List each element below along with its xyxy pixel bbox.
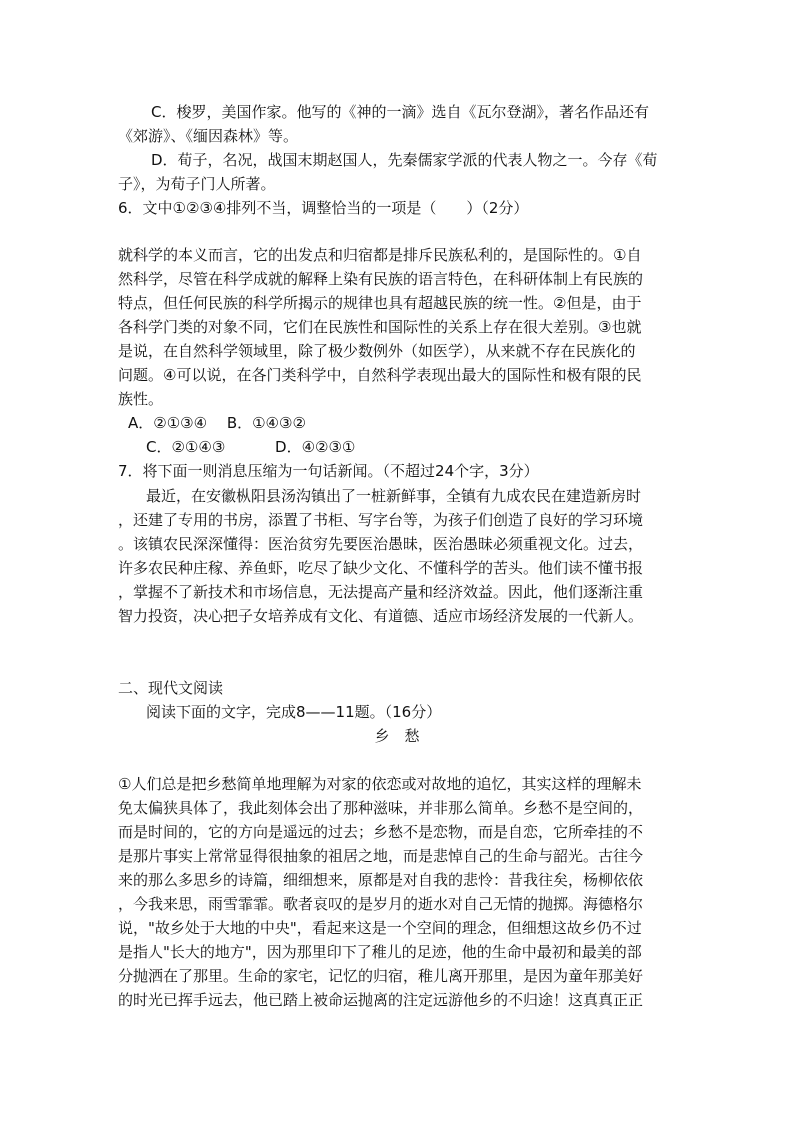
- option-d-line-1: D．荀子，名况，战国末期赵国人，先秦儒家学派的代表人物之一。今存《荀: [136, 151, 658, 169]
- article-line: 而是时间的，它的方向是遥远的过去；乡愁不是恋物，而是自恋，它所牵挂的不: [118, 823, 644, 841]
- option-d-line-2: 子》，为荀子门人所著。: [118, 175, 276, 193]
- article-line: 的时光已挥手远去，他已踏上被命运抛离的注定远游他乡的不归途！这真真正正: [118, 991, 644, 1009]
- q6-passage-line: 是说，在自然科学领域里，除了极少数例外（如医学），从来就不存在民族化的: [118, 342, 636, 360]
- q6-passage-line: 问题。④可以说，在各门类科学中，自然科学表现出最大的国际性和极有限的民: [118, 366, 642, 384]
- question-7: 7．将下面一则消息压缩为一句话新闻。（不超过24个字，3分）: [118, 462, 539, 480]
- q6-passage-line: 然科学，尽管在科学成就的解释上染有民族的语言特色，在科研体制上有民族的: [118, 270, 644, 288]
- option-c-line-1: C．梭罗，美国作家。他写的《神的一滴》选自《瓦尔登湖》，著名作品还有: [136, 103, 649, 121]
- q6-passage-line: 族性。: [118, 390, 164, 408]
- q7-text-line: 最近，在安徽枞阳县汤沟镇出了一桩新鲜事，全镇有九成农民在建造新房时: [146, 487, 642, 505]
- q7-text-line: 。该镇农民深深懂得：医治贫穷先要医治愚昧，医治愚昧必须重视文化。过去，: [118, 535, 644, 553]
- article-line: 是指人"长大的地方"，因为那里印下了稚儿的足迹，他的生命中最初和最美的部: [118, 943, 642, 961]
- article-line: 免太偏狭具体了，我此刻体会出了那种滋味，并非那么简单。乡愁不是空间的，: [118, 799, 644, 817]
- q7-text-line: 许多农民种庄稼、养鱼虾，吃尽了缺少文化、不懂科学的苦头。他们读不懂书报: [118, 559, 644, 577]
- q6-passage-line: 各科学门类的对象不同，它们在民族性和国际性的关系上存在很大差别。③也就: [118, 318, 642, 336]
- article-line: ，今我来思，雨雪霏霏。歌者哀叹的是岁月的逝水对自己无情的抛掷。海德格尔: [118, 895, 644, 913]
- q7-text-line: 智力投资，决心把子女培养成有文化、有道德、适应市场经济发展的一代新人。: [118, 607, 644, 625]
- section-instruction: 阅读下面的文字，完成8——11题。（16分）: [146, 703, 442, 721]
- q6-options-ab: A．②①③④ B．①④③②: [128, 414, 306, 432]
- q7-text-line: ，掌握不了新技术和市场信息，无法提高产量和经济效益。因此，他们逐渐注重: [118, 583, 644, 601]
- question-6: 6．文中①②③④排列不当，调整恰当的一项是（ ）（2分）: [118, 199, 529, 217]
- article-title: 乡 愁: [374, 727, 420, 745]
- article-line: 分抛洒在了那里。生命的家宅，记忆的归宿，稚儿离开那里，是因为童年那美好: [118, 967, 644, 985]
- q6-options-cd: C．②①④③ D．④②③①: [146, 438, 356, 456]
- section-heading: 二、现代文阅读: [118, 679, 224, 697]
- article-line: ①人们总是把乡愁简单地理解为对家的依恋或对故地的追忆，其实这样的理解未: [118, 775, 642, 793]
- q6-passage-line: 特点，但任何民族的科学所揭示的规律也具有超越民族的统一性。②但是，由于: [118, 294, 642, 312]
- q7-text-line: ，还建了专用的书房，添置了书柜、写字台等，为孩子们创造了良好的学习环境: [118, 511, 644, 529]
- article-line: 来的那么多思乡的诗篇，细细想来，原都是对自我的悲怜：昔我往矣，杨柳依依: [118, 871, 644, 889]
- q6-passage-line: 就科学的本义而言，它的出发点和归宿都是排斥民族私利的，是国际性的。①自: [118, 246, 642, 264]
- option-c-line-2: 《郊游》、《缅因森林》等。: [118, 127, 299, 145]
- article-line: 是那片事实上常常显得很抽象的祖居之地，而是悲悼自己的生命与韶光。古往今: [118, 847, 644, 865]
- article-line: 说，"故乡处于大地的中央"，看起来这是一个空间的理念，但细想这故乡仍不过: [118, 919, 642, 937]
